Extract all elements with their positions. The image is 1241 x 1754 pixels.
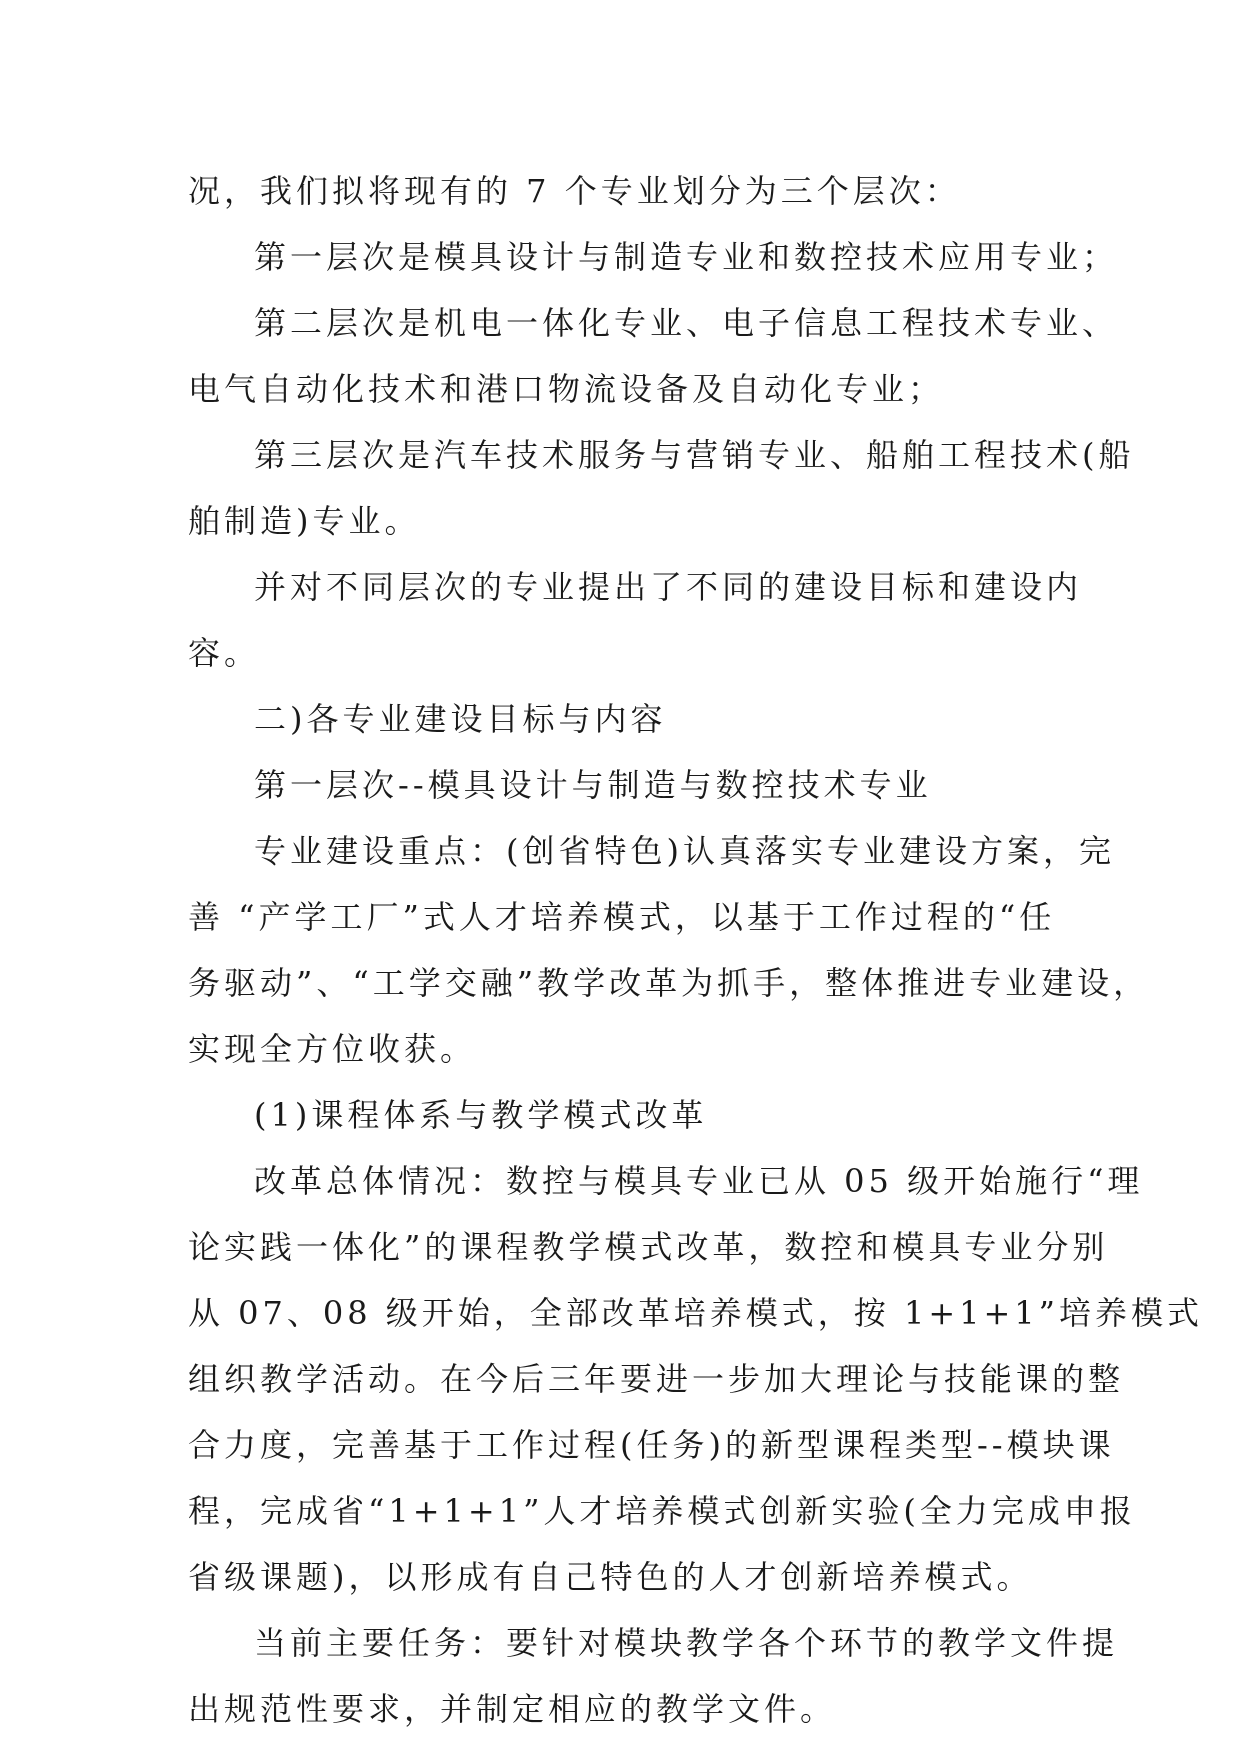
text-line: 二)各专业建设目标与内容: [254, 700, 667, 738]
paragraph: [188, 1610, 1119, 1742]
text-line: 合力度，完善基于工作过程(任务)的新型课程类型--模块课: [188, 1426, 1115, 1464]
text-line: 善 “产学工厂”式人才培养模式，以基于工作过程的“任: [188, 898, 1056, 936]
text-line: 第一层次是模具设计与制造专业和数控技术应用专业；: [254, 238, 1119, 276]
text-line: 程，完成省“1+1+1”人才培养模式创新实验(全力完成申报: [188, 1492, 1136, 1530]
text-line: 第三层次是汽车技术服务与营销专业、船舶工程技术(船: [254, 436, 1135, 474]
text-line: 改革总体情况：数控与模具专业已从 05 级开始施行“理: [254, 1162, 1144, 1200]
text-line: 容。: [188, 634, 261, 672]
text-line: 第二层次是机电一体化专业、电子信息工程技术专业、: [254, 304, 1119, 342]
paragraph: [188, 752, 1058, 818]
text-line: 专业建设重点：(创省特色)认真落实专业建设方案，完: [254, 832, 1115, 870]
text-line: 组织教学活动。在今后三年要进一步加大理论与技能课的整: [188, 1360, 1125, 1398]
paragraph: [188, 1082, 1058, 1148]
text-line: 并对不同层次的专业提出了不同的建设目标和建设内: [254, 568, 1083, 606]
paragraph: [188, 290, 1119, 422]
text-line: 电气自动化技术和港口物流设备及自动化专业；: [188, 370, 945, 408]
text-line: (1)课程体系与教学模式改革: [254, 1096, 708, 1134]
text-line: 舶制造)专业。: [188, 502, 421, 540]
text-line: 况，我们拟将现有的 7 个专业划分为三个层次：: [188, 172, 961, 210]
text-line: 论实践一体化”的课程教学模式改革，数控和模具专业分别: [188, 1228, 1109, 1266]
text-line: 第一层次--模具设计与制造与数控技术专业: [254, 766, 932, 804]
text-line: 省级课题)，以形成有自己特色的人才创新培养模式。: [188, 1558, 1033, 1596]
text-line: 实现全方位收获。: [188, 1030, 477, 1068]
text-line: 从 07、08 级开始，全部改革培养模式，按 1+1+1”培养模式: [188, 1294, 1204, 1332]
paragraph: [188, 1148, 1204, 1610]
paragraph: [188, 818, 1150, 1082]
paragraph: [188, 158, 1058, 224]
paragraph: [188, 422, 1135, 554]
text-line: 出规范性要求，并制定相应的教学文件。: [188, 1690, 837, 1728]
text-line: 当前主要任务：要针对模块教学各个环节的教学文件提: [254, 1624, 1119, 1662]
document-body: [188, 158, 1204, 1742]
paragraph: [188, 686, 1058, 752]
paragraph: [188, 554, 1083, 686]
text-line: 务驱动”、“工学交融”教学改革为抓手，整体推进专业建设，: [188, 964, 1150, 1002]
paragraph: [188, 224, 1119, 290]
